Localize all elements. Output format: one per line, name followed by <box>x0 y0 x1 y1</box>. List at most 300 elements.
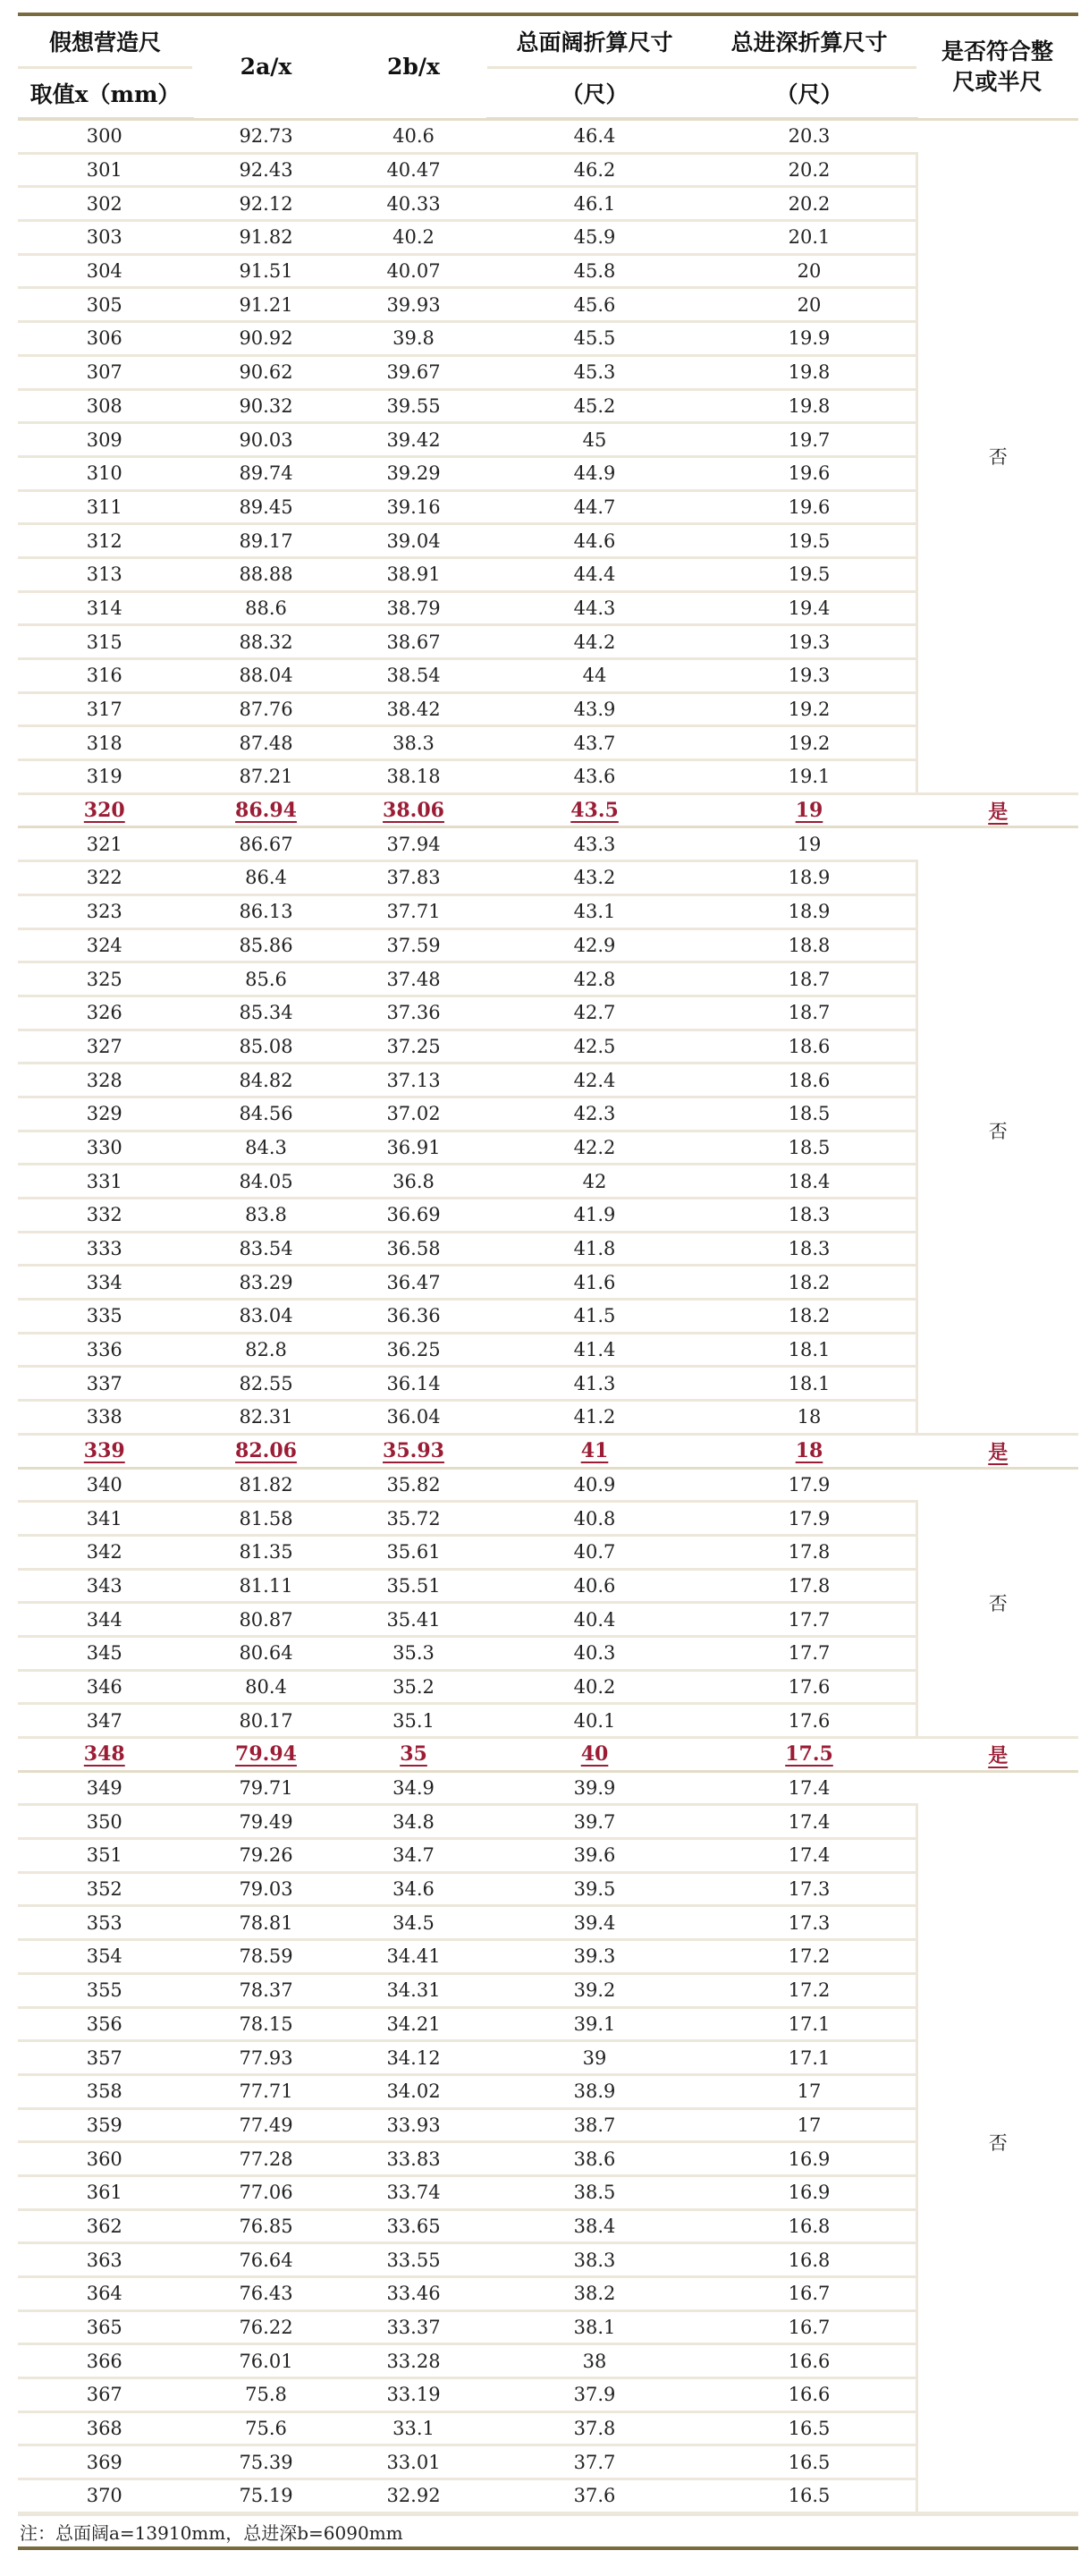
cell-total-depth: 17 <box>702 2074 916 2108</box>
cell-2b-over-x: 36.58 <box>340 1232 487 1266</box>
cell-total-width: 38.5 <box>487 2175 702 2209</box>
cell-2b-over-x: 32.92 <box>340 2479 487 2513</box>
cell-total-width: 37.7 <box>487 2445 702 2479</box>
cell-ruler-value: 310 <box>18 456 192 490</box>
cell-2a-over-x: 91.51 <box>192 254 340 288</box>
cell-total-depth: 18.2 <box>702 1300 916 1334</box>
cell-total-depth: 17.1 <box>702 2007 916 2041</box>
cell-total-depth: 17.6 <box>702 1670 916 1704</box>
cell-conforms: 否 <box>916 1468 1078 1738</box>
cell-2a-over-x: 79.94 <box>192 1738 340 1772</box>
cell-total-depth: 17.3 <box>702 1906 916 1940</box>
cell-2b-over-x: 34.7 <box>340 1839 487 1873</box>
cell-2a-over-x: 86.4 <box>192 861 340 895</box>
cell-2a-over-x: 79.03 <box>192 1872 340 1906</box>
cell-2b-over-x: 35.1 <box>340 1704 487 1738</box>
cell-2a-over-x: 77.49 <box>192 2108 340 2142</box>
cell-total-width: 43.2 <box>487 861 702 895</box>
cell-total-depth: 16.7 <box>702 2310 916 2344</box>
cell-2b-over-x: 34.5 <box>340 1906 487 1940</box>
cell-total-width: 38.1 <box>487 2310 702 2344</box>
cell-total-width: 41.2 <box>487 1401 702 1435</box>
cell-2b-over-x: 34.21 <box>340 2007 487 2041</box>
cell-ruler-value: 317 <box>18 692 192 726</box>
cell-ruler-value: 331 <box>18 1165 192 1199</box>
cell-ruler-value: 336 <box>18 1333 192 1367</box>
cell-2a-over-x: 88.6 <box>192 591 340 625</box>
cell-total-depth: 20 <box>702 288 916 322</box>
cell-total-depth: 18.6 <box>702 1030 916 1063</box>
cell-total-depth: 17.8 <box>702 1569 916 1603</box>
table-row <box>18 1468 1078 1502</box>
cell-total-depth: 20.3 <box>702 119 916 153</box>
cell-total-width: 39.4 <box>487 1906 702 1940</box>
cell-total-width: 39 <box>487 2041 702 2075</box>
cell-2b-over-x: 35.82 <box>340 1468 487 1502</box>
cell-ruler-value: 349 <box>18 1771 192 1805</box>
cell-2a-over-x: 81.82 <box>192 1468 340 1502</box>
cell-total-width: 38.4 <box>487 2209 702 2243</box>
cell-2b-over-x: 33.19 <box>340 2378 487 2412</box>
ruler-conversion-table <box>18 13 1078 2514</box>
cell-total-depth: 18.9 <box>702 894 916 928</box>
cell-2a-over-x: 78.81 <box>192 1906 340 1940</box>
cell-ruler-value: 343 <box>18 1569 192 1603</box>
cell-total-width: 42.4 <box>487 1063 702 1097</box>
cell-total-depth: 16.5 <box>702 2411 916 2445</box>
cell-total-depth: 18 <box>702 1434 916 1468</box>
cell-2a-over-x: 92.12 <box>192 187 340 221</box>
cell-total-depth: 18.2 <box>702 1266 916 1300</box>
cell-ruler-value: 311 <box>18 490 192 524</box>
cell-total-depth: 17.4 <box>702 1771 916 1805</box>
cell-total-depth: 20 <box>702 254 916 288</box>
cell-ruler-value: 325 <box>18 962 192 996</box>
cell-total-width: 40.2 <box>487 1670 702 1704</box>
cell-total-width: 44 <box>487 659 702 693</box>
cell-2b-over-x: 34.02 <box>340 2074 487 2108</box>
cell-ruler-value: 332 <box>18 1199 192 1233</box>
cell-2b-over-x: 39.93 <box>340 288 487 322</box>
cell-total-width: 38 <box>487 2344 702 2378</box>
cell-total-depth: 16.6 <box>702 2378 916 2412</box>
cell-2a-over-x: 90.03 <box>192 423 340 457</box>
cell-total-width: 38.2 <box>487 2277 702 2311</box>
cell-total-width: 39.3 <box>487 1940 702 1974</box>
cell-2a-over-x: 88.04 <box>192 659 340 693</box>
cell-ruler-value: 363 <box>18 2243 192 2277</box>
cell-ruler-value: 365 <box>18 2310 192 2344</box>
cell-ruler-value: 328 <box>18 1063 192 1097</box>
cell-2b-over-x: 35.3 <box>340 1636 487 1670</box>
cell-ruler-value: 370 <box>18 2479 192 2513</box>
table-row <box>18 1434 1078 1468</box>
cell-total-depth: 17.4 <box>702 1839 916 1873</box>
cell-total-width: 39.1 <box>487 2007 702 2041</box>
cell-total-depth: 17.9 <box>702 1468 916 1502</box>
cell-total-depth: 17.7 <box>702 1603 916 1637</box>
cell-total-depth: 18.5 <box>702 1131 916 1165</box>
cell-total-depth: 19.2 <box>702 692 916 726</box>
cell-total-depth: 18.7 <box>702 996 916 1030</box>
cell-total-depth: 18.8 <box>702 928 916 962</box>
cell-2b-over-x: 36.47 <box>340 1266 487 1300</box>
cell-total-depth: 18 <box>702 1401 916 1435</box>
cell-total-width: 43.6 <box>487 760 702 794</box>
cell-2a-over-x: 80.4 <box>192 1670 340 1704</box>
cell-conforms: 否 <box>916 119 1078 793</box>
cell-2b-over-x: 39.29 <box>340 456 487 490</box>
cell-2a-over-x: 86.94 <box>192 793 340 827</box>
header-2b-over-x: 2b/x <box>340 14 487 119</box>
cell-2b-over-x: 37.48 <box>340 962 487 996</box>
cell-2b-over-x: 38.18 <box>340 760 487 794</box>
cell-2b-over-x: 36.91 <box>340 1131 487 1165</box>
cell-2b-over-x: 40.6 <box>340 119 487 153</box>
cell-2a-over-x: 85.34 <box>192 996 340 1030</box>
cell-total-depth: 18.7 <box>702 962 916 996</box>
table-row <box>18 827 1078 861</box>
cell-2a-over-x: 91.82 <box>192 221 340 255</box>
cell-2a-over-x: 76.01 <box>192 2344 340 2378</box>
cell-ruler-value: 339 <box>18 1434 192 1468</box>
cell-ruler-value: 348 <box>18 1738 192 1772</box>
cell-2b-over-x: 35 <box>340 1738 487 1772</box>
cell-total-width: 45.9 <box>487 221 702 255</box>
cell-2b-over-x: 33.46 <box>340 2277 487 2311</box>
cell-ruler-value: 303 <box>18 221 192 255</box>
cell-total-depth: 19.9 <box>702 322 916 356</box>
cell-ruler-value: 338 <box>18 1401 192 1435</box>
cell-ruler-value: 352 <box>18 1872 192 1906</box>
cell-2b-over-x: 39.42 <box>340 423 487 457</box>
cell-2b-over-x: 33.74 <box>340 2175 487 2209</box>
cell-2a-over-x: 77.06 <box>192 2175 340 2209</box>
cell-2a-over-x: 85.6 <box>192 962 340 996</box>
cell-2b-over-x: 37.71 <box>340 894 487 928</box>
cell-total-width: 45.5 <box>487 322 702 356</box>
cell-2b-over-x: 36.25 <box>340 1333 487 1367</box>
cell-2b-over-x: 33.1 <box>340 2411 487 2445</box>
table-row <box>18 1771 1078 1805</box>
cell-total-depth: 17.7 <box>702 1636 916 1670</box>
cell-ruler-value: 366 <box>18 2344 192 2378</box>
cell-total-width: 41.5 <box>487 1300 702 1334</box>
cell-total-depth: 17.2 <box>702 1973 916 2007</box>
cell-ruler-value: 321 <box>18 827 192 861</box>
cell-total-width: 40.1 <box>487 1704 702 1738</box>
cell-conforms: 是 <box>916 1738 1078 1772</box>
cell-ruler-value: 345 <box>18 1636 192 1670</box>
cell-2b-over-x: 37.25 <box>340 1030 487 1063</box>
cell-total-depth: 19.7 <box>702 423 916 457</box>
cell-total-depth: 18.3 <box>702 1199 916 1233</box>
cell-total-depth: 19 <box>702 793 916 827</box>
cell-conforms: 否 <box>916 827 1078 1434</box>
cell-2a-over-x: 78.15 <box>192 2007 340 2041</box>
cell-total-depth: 19.4 <box>702 591 916 625</box>
cell-ruler-value: 361 <box>18 2175 192 2209</box>
cell-2b-over-x: 33.37 <box>340 2310 487 2344</box>
table-row <box>18 119 1078 153</box>
cell-ruler-value: 364 <box>18 2277 192 2311</box>
cell-ruler-value: 316 <box>18 659 192 693</box>
cell-ruler-value: 320 <box>18 793 192 827</box>
cell-2a-over-x: 85.86 <box>192 928 340 962</box>
cell-2b-over-x: 34.12 <box>340 2041 487 2075</box>
cell-total-depth: 17.1 <box>702 2041 916 2075</box>
cell-total-width: 41.4 <box>487 1333 702 1367</box>
cell-2a-over-x: 84.56 <box>192 1097 340 1131</box>
cell-total-depth: 17 <box>702 2108 916 2142</box>
cell-2b-over-x: 37.94 <box>340 827 487 861</box>
cell-total-width: 37.8 <box>487 2411 702 2445</box>
cell-total-width: 44.6 <box>487 524 702 558</box>
cell-2b-over-x: 36.8 <box>340 1165 487 1199</box>
cell-total-depth: 16.8 <box>702 2243 916 2277</box>
cell-ruler-value: 300 <box>18 119 192 153</box>
cell-2b-over-x: 39.8 <box>340 322 487 356</box>
cell-2b-over-x: 34.31 <box>340 1973 487 2007</box>
cell-2a-over-x: 85.08 <box>192 1030 340 1063</box>
cell-2b-over-x: 39.04 <box>340 524 487 558</box>
cell-total-depth: 19.6 <box>702 490 916 524</box>
cell-total-depth: 18.4 <box>702 1165 916 1199</box>
cell-ruler-value: 357 <box>18 2041 192 2075</box>
cell-2a-over-x: 83.04 <box>192 1300 340 1334</box>
cell-total-width: 42.9 <box>487 928 702 962</box>
cell-ruler-value: 313 <box>18 557 192 591</box>
cell-ruler-value: 333 <box>18 1232 192 1266</box>
cell-ruler-value: 350 <box>18 1805 192 1839</box>
cell-2b-over-x: 36.69 <box>340 1199 487 1233</box>
cell-2a-over-x: 76.64 <box>192 2243 340 2277</box>
cell-2a-over-x: 92.73 <box>192 119 340 153</box>
cell-total-depth: 19 <box>702 827 916 861</box>
cell-total-width: 40.4 <box>487 1603 702 1637</box>
cell-total-width: 39.9 <box>487 1771 702 1805</box>
cell-2b-over-x: 35.2 <box>340 1670 487 1704</box>
cell-2b-over-x: 38.91 <box>340 557 487 591</box>
table-body <box>18 119 1078 2512</box>
cell-total-width: 41.8 <box>487 1232 702 1266</box>
cell-2a-over-x: 83.8 <box>192 1199 340 1233</box>
cell-total-depth: 16.6 <box>702 2344 916 2378</box>
cell-ruler-value: 360 <box>18 2142 192 2176</box>
cell-total-depth: 18.5 <box>702 1097 916 1131</box>
cell-ruler-value: 353 <box>18 1906 192 1940</box>
cell-total-width: 45.6 <box>487 288 702 322</box>
cell-ruler-value: 319 <box>18 760 192 794</box>
cell-2b-over-x: 40.2 <box>340 221 487 255</box>
cell-total-depth: 19.8 <box>702 389 916 423</box>
cell-ruler-value: 354 <box>18 1940 192 1974</box>
cell-2a-over-x: 77.93 <box>192 2041 340 2075</box>
cell-total-width: 44.7 <box>487 490 702 524</box>
cell-total-width: 43.9 <box>487 692 702 726</box>
cell-2a-over-x: 75.8 <box>192 2378 340 2412</box>
header-2a-over-x: 2a/x <box>192 14 340 119</box>
cell-total-width: 45.3 <box>487 355 702 389</box>
cell-total-depth: 17.3 <box>702 1872 916 1906</box>
cell-2b-over-x: 35.61 <box>340 1535 487 1569</box>
cell-2b-over-x: 38.54 <box>340 659 487 693</box>
cell-2a-over-x: 88.32 <box>192 625 340 659</box>
cell-ruler-value: 369 <box>18 2445 192 2479</box>
cell-2b-over-x: 33.65 <box>340 2209 487 2243</box>
cell-2b-over-x: 33.83 <box>340 2142 487 2176</box>
cell-2a-over-x: 88.88 <box>192 557 340 591</box>
cell-2b-over-x: 33.55 <box>340 2243 487 2277</box>
cell-2a-over-x: 76.85 <box>192 2209 340 2243</box>
cell-2a-over-x: 82.06 <box>192 1434 340 1468</box>
cell-2a-over-x: 86.67 <box>192 827 340 861</box>
cell-ruler-value: 330 <box>18 1131 192 1165</box>
cell-2a-over-x: 82.55 <box>192 1367 340 1401</box>
cell-ruler-value: 309 <box>18 423 192 457</box>
cell-conforms: 是 <box>916 793 1078 827</box>
cell-2b-over-x: 36.04 <box>340 1401 487 1435</box>
cell-2b-over-x: 35.72 <box>340 1502 487 1536</box>
cell-ruler-value: 301 <box>18 153 192 187</box>
cell-total-width: 42.5 <box>487 1030 702 1063</box>
cell-ruler-value: 337 <box>18 1367 192 1401</box>
cell-total-width: 37.6 <box>487 2479 702 2513</box>
cell-2b-over-x: 40.47 <box>340 153 487 187</box>
cell-2a-over-x: 87.76 <box>192 692 340 726</box>
cell-2b-over-x: 38.42 <box>340 692 487 726</box>
cell-2a-over-x: 78.59 <box>192 1940 340 1974</box>
cell-2b-over-x: 33.93 <box>340 2108 487 2142</box>
cell-2b-over-x: 35.93 <box>340 1434 487 1468</box>
cell-2a-over-x: 75.6 <box>192 2411 340 2445</box>
cell-total-width: 39.7 <box>487 1805 702 1839</box>
header-total-depth-line1: 总进深折算尺寸 <box>702 14 916 68</box>
cell-total-width: 45.8 <box>487 254 702 288</box>
cell-total-depth: 18.3 <box>702 1232 916 1266</box>
cell-total-depth: 18.6 <box>702 1063 916 1097</box>
cell-ruler-value: 327 <box>18 1030 192 1063</box>
cell-2b-over-x: 34.9 <box>340 1771 487 1805</box>
cell-ruler-value: 334 <box>18 1266 192 1300</box>
cell-2a-over-x: 75.39 <box>192 2445 340 2479</box>
cell-total-width: 41.3 <box>487 1367 702 1401</box>
header-total-width-unit: （尺） <box>487 68 702 120</box>
cell-total-width: 44.4 <box>487 557 702 591</box>
cell-total-width: 38.3 <box>487 2243 702 2277</box>
cell-ruler-value: 306 <box>18 322 192 356</box>
cell-total-width: 38.7 <box>487 2108 702 2142</box>
cell-total-width: 43.3 <box>487 827 702 861</box>
cell-total-depth: 19.3 <box>702 625 916 659</box>
cell-total-width: 42.2 <box>487 1131 702 1165</box>
table-footnote: 注：总面阔a=13910mm，总进深b=6090mm <box>18 2514 1078 2550</box>
header-total-depth-unit: （尺） <box>702 68 916 120</box>
cell-2a-over-x: 89.45 <box>192 490 340 524</box>
cell-2b-over-x: 33.01 <box>340 2445 487 2479</box>
header-ruler-value-line2: 取值x（mm） <box>18 68 192 120</box>
cell-2a-over-x: 79.49 <box>192 1805 340 1839</box>
cell-ruler-value: 323 <box>18 894 192 928</box>
cell-2b-over-x: 40.33 <box>340 187 487 221</box>
cell-ruler-value: 344 <box>18 1603 192 1637</box>
cell-ruler-value: 315 <box>18 625 192 659</box>
cell-2b-over-x: 39.67 <box>340 355 487 389</box>
cell-2a-over-x: 81.58 <box>192 1502 340 1536</box>
cell-ruler-value: 340 <box>18 1468 192 1502</box>
cell-total-width: 38.6 <box>487 2142 702 2176</box>
cell-total-width: 43.5 <box>487 793 702 827</box>
cell-2b-over-x: 37.59 <box>340 928 487 962</box>
cell-ruler-value: 341 <box>18 1502 192 1536</box>
cell-total-depth: 19.6 <box>702 456 916 490</box>
cell-2a-over-x: 79.26 <box>192 1839 340 1873</box>
cell-ruler-value: 358 <box>18 2074 192 2108</box>
cell-2b-over-x: 40.07 <box>340 254 487 288</box>
cell-2a-over-x: 90.32 <box>192 389 340 423</box>
cell-total-width: 42.7 <box>487 996 702 1030</box>
cell-total-depth: 20.2 <box>702 187 916 221</box>
table-row <box>18 793 1078 827</box>
cell-total-depth: 20.1 <box>702 221 916 255</box>
cell-total-width: 44.3 <box>487 591 702 625</box>
cell-ruler-value: 322 <box>18 861 192 895</box>
cell-total-width: 40.3 <box>487 1636 702 1670</box>
cell-2b-over-x: 37.36 <box>340 996 487 1030</box>
cell-total-width: 43.1 <box>487 894 702 928</box>
cell-ruler-value: 356 <box>18 2007 192 2041</box>
cell-total-depth: 16.8 <box>702 2209 916 2243</box>
cell-2a-over-x: 91.21 <box>192 288 340 322</box>
cell-total-depth: 19.8 <box>702 355 916 389</box>
cell-ruler-value: 305 <box>18 288 192 322</box>
cell-total-depth: 17.6 <box>702 1704 916 1738</box>
cell-2a-over-x: 76.22 <box>192 2310 340 2344</box>
header-total-width-line1: 总面阔折算尺寸 <box>487 14 702 68</box>
cell-2b-over-x: 38.06 <box>340 793 487 827</box>
cell-2a-over-x: 84.82 <box>192 1063 340 1097</box>
cell-total-depth: 17.8 <box>702 1535 916 1569</box>
cell-total-width: 40.7 <box>487 1535 702 1569</box>
cell-ruler-value: 346 <box>18 1670 192 1704</box>
cell-2a-over-x: 75.19 <box>192 2479 340 2513</box>
cell-total-depth: 18.1 <box>702 1367 916 1401</box>
cell-2a-over-x: 90.92 <box>192 322 340 356</box>
cell-total-width: 40.6 <box>487 1569 702 1603</box>
cell-total-width: 44.9 <box>487 456 702 490</box>
cell-conforms: 否 <box>916 1771 1078 2512</box>
cell-total-depth: 16.9 <box>702 2142 916 2176</box>
cell-ruler-value: 359 <box>18 2108 192 2142</box>
cell-2a-over-x: 86.13 <box>192 894 340 928</box>
cell-total-depth: 17.2 <box>702 1940 916 1974</box>
cell-total-width: 45.2 <box>487 389 702 423</box>
cell-total-depth: 16.5 <box>702 2479 916 2513</box>
cell-total-depth: 17.9 <box>702 1502 916 1536</box>
cell-2a-over-x: 83.29 <box>192 1266 340 1300</box>
cell-ruler-value: 355 <box>18 1973 192 2007</box>
cell-total-depth: 17.5 <box>702 1738 916 1772</box>
cell-total-depth: 19.5 <box>702 524 916 558</box>
cell-2a-over-x: 82.31 <box>192 1401 340 1435</box>
cell-ruler-value: 302 <box>18 187 192 221</box>
cell-2a-over-x: 76.43 <box>192 2277 340 2311</box>
cell-2a-over-x: 92.43 <box>192 153 340 187</box>
cell-ruler-value: 312 <box>18 524 192 558</box>
cell-ruler-value: 335 <box>18 1300 192 1334</box>
cell-2b-over-x: 39.55 <box>340 389 487 423</box>
cell-2b-over-x: 37.13 <box>340 1063 487 1097</box>
